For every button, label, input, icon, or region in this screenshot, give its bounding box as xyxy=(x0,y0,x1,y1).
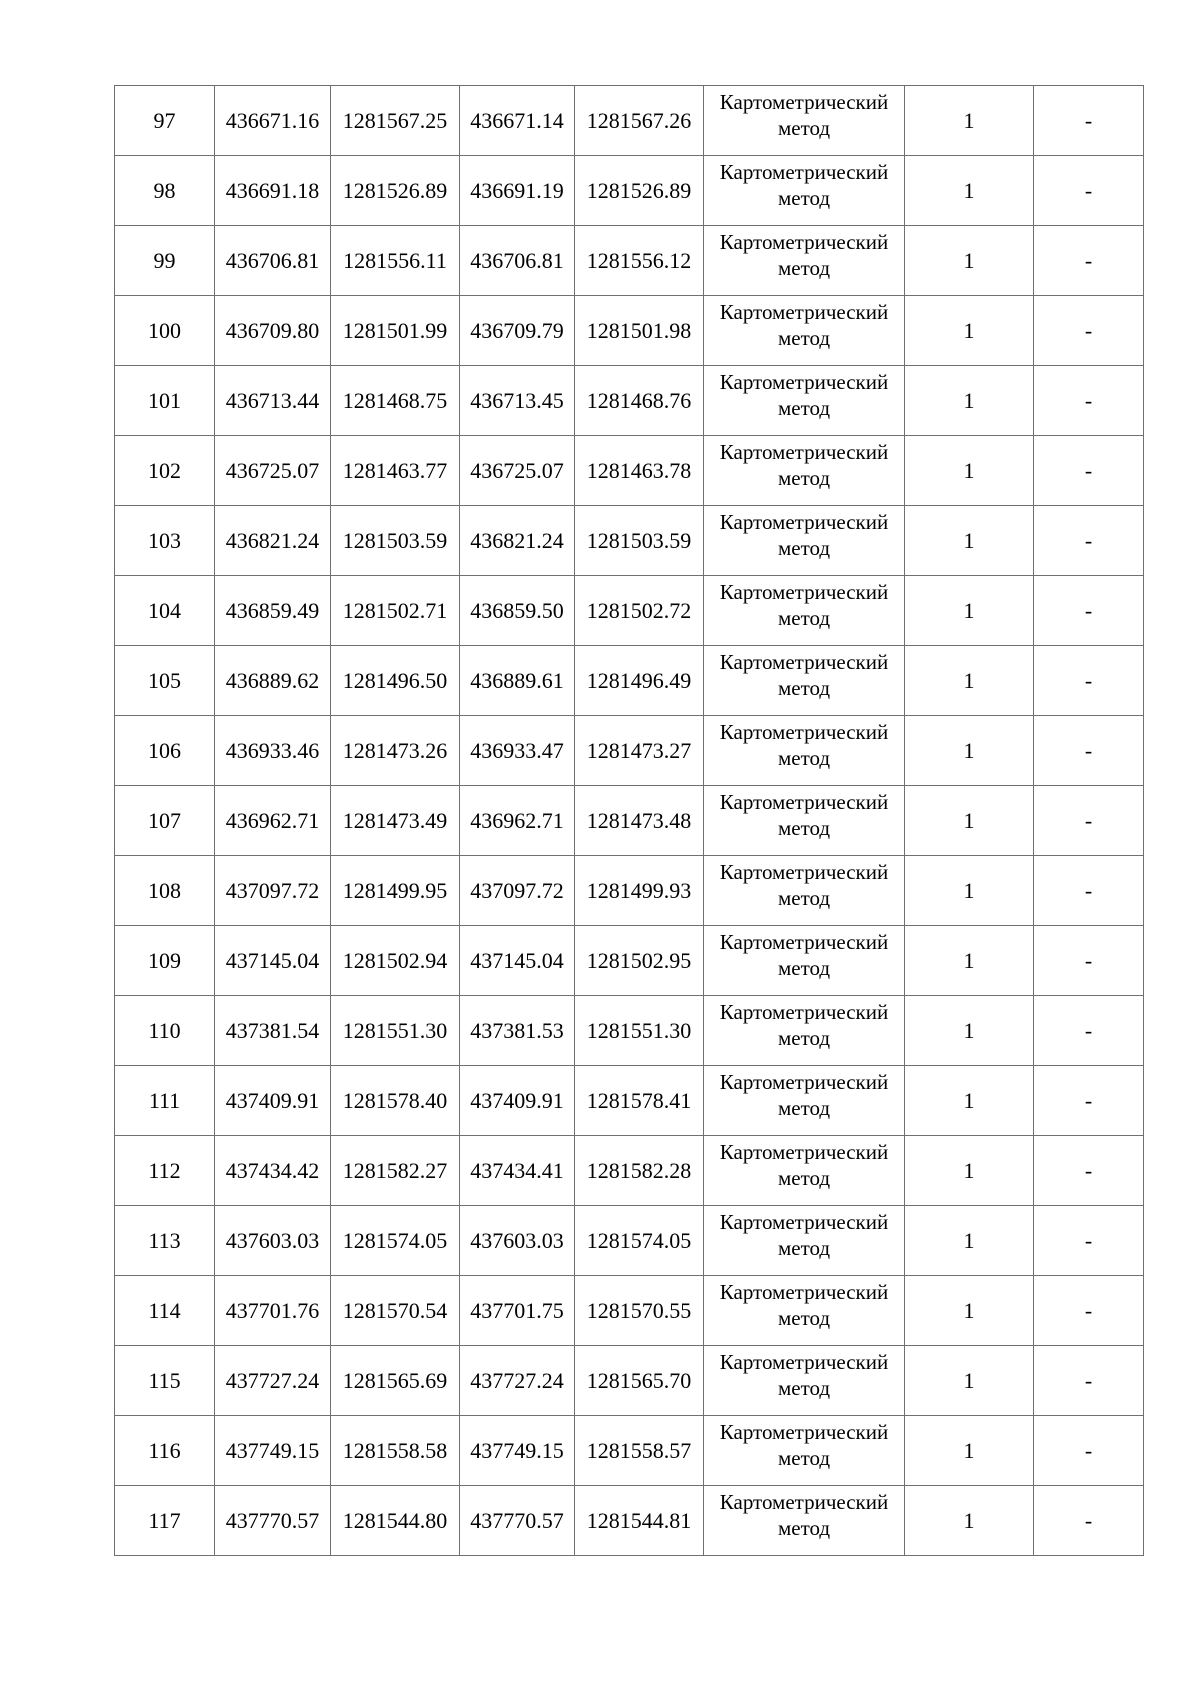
point-number-cell: 115 xyxy=(115,1346,215,1416)
x-coordinate-alt-cell: 436933.47 xyxy=(460,716,575,786)
accuracy-cell: 1 xyxy=(905,856,1034,926)
x-coordinate-alt-cell: 437701.75 xyxy=(460,1276,575,1346)
y-coordinate-alt-cell: 1281473.48 xyxy=(575,786,704,856)
note-cell: - xyxy=(1034,506,1144,576)
table-row xyxy=(115,226,1144,296)
point-number-cell: 102 xyxy=(115,436,215,506)
x-coordinate-cell: 436725.07 xyxy=(215,436,331,506)
x-coordinate-cell: 436889.62 xyxy=(215,646,331,716)
x-coordinate-cell: 437409.91 xyxy=(215,1066,331,1136)
method-line-2: метод xyxy=(777,816,831,840)
y-coordinate-alt-cell: 1281582.28 xyxy=(575,1136,704,1206)
y-coordinate-cell: 1281502.94 xyxy=(331,926,460,996)
x-coordinate-cell: 437381.54 xyxy=(215,996,331,1066)
method-line-1: Картометрический xyxy=(719,580,889,604)
method-line-1: Картометрический xyxy=(719,230,889,254)
method-cell xyxy=(704,1416,905,1486)
table-row xyxy=(115,646,1144,716)
y-coordinate-alt-cell: 1281567.26 xyxy=(575,86,704,156)
accuracy-cell: 1 xyxy=(905,1206,1034,1276)
y-coordinate-alt-cell: 1281502.95 xyxy=(575,926,704,996)
method-line-1: Картометрический xyxy=(719,510,889,534)
x-coordinate-alt-cell: 437381.53 xyxy=(460,996,575,1066)
note-cell: - xyxy=(1034,1486,1144,1556)
method-line-1: Картометрический xyxy=(719,1000,889,1024)
accuracy-cell: 1 xyxy=(905,1276,1034,1346)
method-line-1: Картометрический xyxy=(719,790,889,814)
method-line-1: Картометрический xyxy=(719,440,889,464)
method-cell xyxy=(704,226,905,296)
accuracy-cell: 1 xyxy=(905,1066,1034,1136)
x-coordinate-alt-cell: 436713.45 xyxy=(460,366,575,436)
y-coordinate-alt-cell: 1281551.30 xyxy=(575,996,704,1066)
x-coordinate-alt-cell: 436691.19 xyxy=(460,156,575,226)
x-coordinate-cell: 437145.04 xyxy=(215,926,331,996)
method-line-2: метод xyxy=(777,886,831,910)
point-number-cell: 113 xyxy=(115,1206,215,1276)
y-coordinate-cell: 1281544.80 xyxy=(331,1486,460,1556)
table-row xyxy=(115,436,1144,506)
y-coordinate-alt-cell: 1281578.41 xyxy=(575,1066,704,1136)
table-row xyxy=(115,786,1144,856)
method-line-2: метод xyxy=(777,1166,831,1190)
x-coordinate-cell: 436933.46 xyxy=(215,716,331,786)
point-number-cell: 111 xyxy=(115,1066,215,1136)
method-line-1: Картометрический xyxy=(719,90,889,114)
x-coordinate-alt-cell: 437434.41 xyxy=(460,1136,575,1206)
x-coordinate-cell: 437434.42 xyxy=(215,1136,331,1206)
method-cell xyxy=(704,716,905,786)
table-row xyxy=(115,1276,1144,1346)
method-line-2: метод xyxy=(777,1306,831,1330)
y-coordinate-cell: 1281570.54 xyxy=(331,1276,460,1346)
note-cell: - xyxy=(1034,296,1144,366)
method-line-2: метод xyxy=(777,396,831,420)
method-line-2: метод xyxy=(777,956,831,980)
note-cell: - xyxy=(1034,786,1144,856)
table-row xyxy=(115,506,1144,576)
method-line-2: метод xyxy=(777,186,831,210)
x-coordinate-cell: 436709.80 xyxy=(215,296,331,366)
note-cell: - xyxy=(1034,1346,1144,1416)
note-cell: - xyxy=(1034,926,1144,996)
x-coordinate-alt-cell: 437727.24 xyxy=(460,1346,575,1416)
x-coordinate-alt-cell: 437603.03 xyxy=(460,1206,575,1276)
point-number-cell: 105 xyxy=(115,646,215,716)
method-line-2: метод xyxy=(777,746,831,770)
method-line-1: Картометрический xyxy=(719,300,889,324)
method-line-2: метод xyxy=(777,676,831,700)
point-number-cell: 99 xyxy=(115,226,215,296)
table-row xyxy=(115,1486,1144,1556)
x-coordinate-cell: 437727.24 xyxy=(215,1346,331,1416)
x-coordinate-cell: 436706.81 xyxy=(215,226,331,296)
x-coordinate-alt-cell: 437749.15 xyxy=(460,1416,575,1486)
y-coordinate-cell: 1281503.59 xyxy=(331,506,460,576)
point-number-cell: 109 xyxy=(115,926,215,996)
x-coordinate-alt-cell: 436709.79 xyxy=(460,296,575,366)
table-row xyxy=(115,1136,1144,1206)
accuracy-cell: 1 xyxy=(905,1416,1034,1486)
note-cell: - xyxy=(1034,646,1144,716)
method-line-2: метод xyxy=(777,1516,831,1540)
x-coordinate-alt-cell: 436859.50 xyxy=(460,576,575,646)
x-coordinate-alt-cell: 436706.81 xyxy=(460,226,575,296)
note-cell: - xyxy=(1034,1136,1144,1206)
point-number-cell: 108 xyxy=(115,856,215,926)
method-cell xyxy=(704,296,905,366)
x-coordinate-cell: 437770.57 xyxy=(215,1486,331,1556)
y-coordinate-cell: 1281558.58 xyxy=(331,1416,460,1486)
y-coordinate-cell: 1281567.25 xyxy=(331,86,460,156)
accuracy-cell: 1 xyxy=(905,786,1034,856)
y-coordinate-cell: 1281502.71 xyxy=(331,576,460,646)
x-coordinate-cell: 437749.15 xyxy=(215,1416,331,1486)
x-coordinate-cell: 437701.76 xyxy=(215,1276,331,1346)
method-cell xyxy=(704,436,905,506)
table-row xyxy=(115,156,1144,226)
accuracy-cell: 1 xyxy=(905,1346,1034,1416)
method-cell xyxy=(704,366,905,436)
method-line-1: Картометрический xyxy=(719,1420,889,1444)
note-cell: - xyxy=(1034,86,1144,156)
accuracy-cell: 1 xyxy=(905,156,1034,226)
method-line-2: метод xyxy=(777,1446,831,1470)
method-cell xyxy=(704,1136,905,1206)
note-cell: - xyxy=(1034,1276,1144,1346)
note-cell: - xyxy=(1034,1416,1144,1486)
y-coordinate-cell: 1281499.95 xyxy=(331,856,460,926)
method-line-2: метод xyxy=(777,1236,831,1260)
method-line-2: метод xyxy=(777,1376,831,1400)
note-cell: - xyxy=(1034,436,1144,506)
accuracy-cell: 1 xyxy=(905,226,1034,296)
method-line-1: Картометрический xyxy=(719,1070,889,1094)
table-row xyxy=(115,576,1144,646)
y-coordinate-cell: 1281496.50 xyxy=(331,646,460,716)
table-row xyxy=(115,296,1144,366)
x-coordinate-cell: 436821.24 xyxy=(215,506,331,576)
x-coordinate-alt-cell: 436962.71 xyxy=(460,786,575,856)
point-number-cell: 98 xyxy=(115,156,215,226)
accuracy-cell: 1 xyxy=(905,436,1034,506)
y-coordinate-cell: 1281468.75 xyxy=(331,366,460,436)
accuracy-cell: 1 xyxy=(905,296,1034,366)
y-coordinate-cell: 1281556.11 xyxy=(331,226,460,296)
table-row xyxy=(115,926,1144,996)
x-coordinate-alt-cell: 436671.14 xyxy=(460,86,575,156)
point-number-cell: 106 xyxy=(115,716,215,786)
method-line-2: метод xyxy=(777,536,831,560)
y-coordinate-alt-cell: 1281574.05 xyxy=(575,1206,704,1276)
x-coordinate-cell: 436671.16 xyxy=(215,86,331,156)
y-coordinate-cell: 1281574.05 xyxy=(331,1206,460,1276)
x-coordinate-alt-cell: 436821.24 xyxy=(460,506,575,576)
method-cell xyxy=(704,1486,905,1556)
accuracy-cell: 1 xyxy=(905,576,1034,646)
method-line-1: Картометрический xyxy=(719,370,889,394)
method-line-1: Картометрический xyxy=(719,1490,889,1514)
point-number-cell: 97 xyxy=(115,86,215,156)
y-coordinate-cell: 1281473.26 xyxy=(331,716,460,786)
y-coordinate-alt-cell: 1281499.93 xyxy=(575,856,704,926)
method-cell xyxy=(704,576,905,646)
point-number-cell: 101 xyxy=(115,366,215,436)
y-coordinate-cell: 1281526.89 xyxy=(331,156,460,226)
x-coordinate-alt-cell: 436889.61 xyxy=(460,646,575,716)
y-coordinate-cell: 1281551.30 xyxy=(331,996,460,1066)
y-coordinate-alt-cell: 1281463.78 xyxy=(575,436,704,506)
method-line-1: Картометрический xyxy=(719,1350,889,1374)
method-line-1: Картометрический xyxy=(719,1210,889,1234)
note-cell: - xyxy=(1034,366,1144,436)
y-coordinate-alt-cell: 1281570.55 xyxy=(575,1276,704,1346)
method-cell xyxy=(704,646,905,716)
x-coordinate-cell: 436713.44 xyxy=(215,366,331,436)
table-body xyxy=(115,86,1144,1556)
point-number-cell: 100 xyxy=(115,296,215,366)
accuracy-cell: 1 xyxy=(905,1136,1034,1206)
method-line-1: Картометрический xyxy=(719,650,889,674)
y-coordinate-cell: 1281565.69 xyxy=(331,1346,460,1416)
accuracy-cell: 1 xyxy=(905,646,1034,716)
x-coordinate-alt-cell: 437145.04 xyxy=(460,926,575,996)
accuracy-cell: 1 xyxy=(905,996,1034,1066)
method-line-1: Картометрический xyxy=(719,930,889,954)
method-cell xyxy=(704,1066,905,1136)
y-coordinate-cell: 1281463.77 xyxy=(331,436,460,506)
method-cell xyxy=(704,1346,905,1416)
table-row xyxy=(115,366,1144,436)
y-coordinate-alt-cell: 1281544.81 xyxy=(575,1486,704,1556)
x-coordinate-alt-cell: 437409.91 xyxy=(460,1066,575,1136)
note-cell: - xyxy=(1034,156,1144,226)
x-coordinate-cell: 436691.18 xyxy=(215,156,331,226)
x-coordinate-cell: 436859.49 xyxy=(215,576,331,646)
accuracy-cell: 1 xyxy=(905,1486,1034,1556)
method-line-1: Картометрический xyxy=(719,720,889,744)
method-cell xyxy=(704,926,905,996)
method-line-1: Картометрический xyxy=(719,1280,889,1304)
method-line-2: метод xyxy=(777,116,831,140)
method-line-2: метод xyxy=(777,256,831,280)
note-cell: - xyxy=(1034,716,1144,786)
x-coordinate-alt-cell: 437770.57 xyxy=(460,1486,575,1556)
method-line-1: Картометрический xyxy=(719,1140,889,1164)
x-coordinate-alt-cell: 437097.72 xyxy=(460,856,575,926)
method-line-2: метод xyxy=(777,466,831,490)
y-coordinate-alt-cell: 1281496.49 xyxy=(575,646,704,716)
point-number-cell: 117 xyxy=(115,1486,215,1556)
table-row xyxy=(115,86,1144,156)
method-cell xyxy=(704,996,905,1066)
method-cell xyxy=(704,86,905,156)
y-coordinate-alt-cell: 1281502.72 xyxy=(575,576,704,646)
point-number-cell: 103 xyxy=(115,506,215,576)
note-cell: - xyxy=(1034,576,1144,646)
y-coordinate-cell: 1281473.49 xyxy=(331,786,460,856)
y-coordinate-alt-cell: 1281501.98 xyxy=(575,296,704,366)
point-number-cell: 112 xyxy=(115,1136,215,1206)
coordinates-table xyxy=(114,85,1144,1556)
method-cell xyxy=(704,506,905,576)
y-coordinate-alt-cell: 1281558.57 xyxy=(575,1416,704,1486)
method-cell xyxy=(704,1276,905,1346)
method-cell xyxy=(704,856,905,926)
table-row xyxy=(115,996,1144,1066)
accuracy-cell: 1 xyxy=(905,506,1034,576)
y-coordinate-alt-cell: 1281473.27 xyxy=(575,716,704,786)
note-cell: - xyxy=(1034,1066,1144,1136)
y-coordinate-alt-cell: 1281503.59 xyxy=(575,506,704,576)
method-line-2: метод xyxy=(777,606,831,630)
table-row xyxy=(115,1066,1144,1136)
x-coordinate-cell: 437603.03 xyxy=(215,1206,331,1276)
point-number-cell: 116 xyxy=(115,1416,215,1486)
accuracy-cell: 1 xyxy=(905,366,1034,436)
method-line-1: Картометрический xyxy=(719,160,889,184)
accuracy-cell: 1 xyxy=(905,716,1034,786)
point-number-cell: 107 xyxy=(115,786,215,856)
method-cell xyxy=(704,786,905,856)
y-coordinate-cell: 1281578.40 xyxy=(331,1066,460,1136)
note-cell: - xyxy=(1034,856,1144,926)
y-coordinate-alt-cell: 1281526.89 xyxy=(575,156,704,226)
method-cell xyxy=(704,156,905,226)
table-row xyxy=(115,856,1144,926)
y-coordinate-cell: 1281501.99 xyxy=(331,296,460,366)
x-coordinate-alt-cell: 436725.07 xyxy=(460,436,575,506)
accuracy-cell: 1 xyxy=(905,86,1034,156)
note-cell: - xyxy=(1034,226,1144,296)
x-coordinate-cell: 437097.72 xyxy=(215,856,331,926)
y-coordinate-alt-cell: 1281565.70 xyxy=(575,1346,704,1416)
method-line-2: метод xyxy=(777,1026,831,1050)
method-line-2: метод xyxy=(777,1096,831,1120)
y-coordinate-alt-cell: 1281468.76 xyxy=(575,366,704,436)
method-cell xyxy=(704,1206,905,1276)
accuracy-cell: 1 xyxy=(905,926,1034,996)
table-row xyxy=(115,1206,1144,1276)
point-number-cell: 110 xyxy=(115,996,215,1066)
note-cell: - xyxy=(1034,996,1144,1066)
method-line-2: метод xyxy=(777,326,831,350)
table-row xyxy=(115,716,1144,786)
note-cell: - xyxy=(1034,1206,1144,1276)
x-coordinate-cell: 436962.71 xyxy=(215,786,331,856)
table-row xyxy=(115,1416,1144,1486)
point-number-cell: 104 xyxy=(115,576,215,646)
y-coordinate-cell: 1281582.27 xyxy=(331,1136,460,1206)
point-number-cell: 114 xyxy=(115,1276,215,1346)
method-line-1: Картометрический xyxy=(719,860,889,884)
table-row xyxy=(115,1346,1144,1416)
y-coordinate-alt-cell: 1281556.12 xyxy=(575,226,704,296)
